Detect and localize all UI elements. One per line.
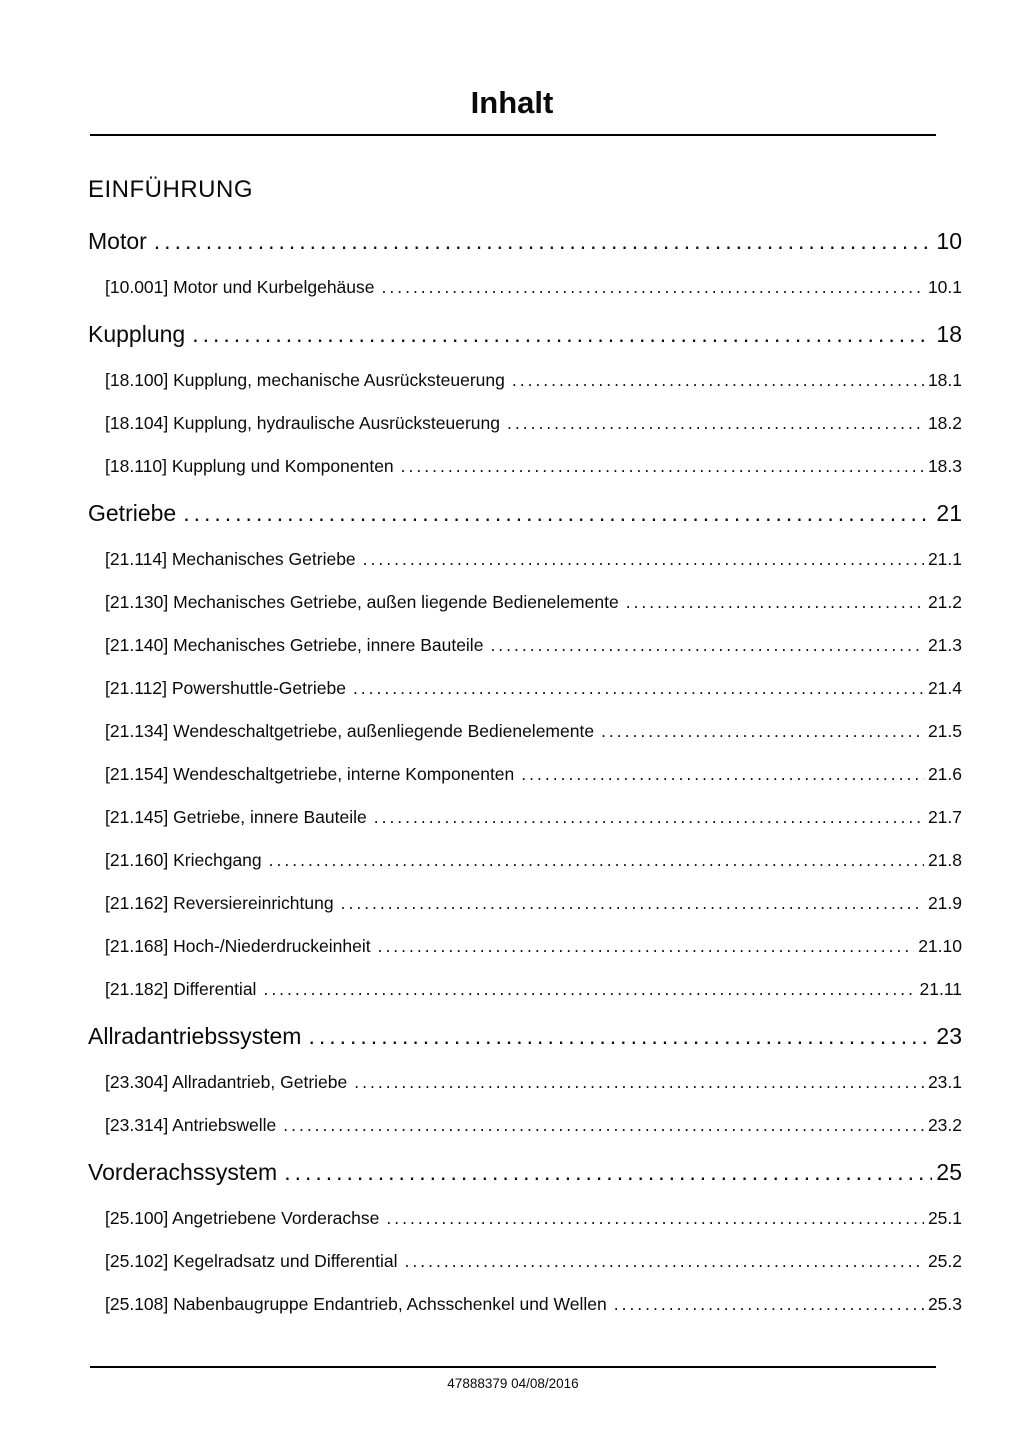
toc-entry-row: [88, 581, 962, 624]
toc-entry-row-page-number: 23.1: [927, 1071, 962, 1092]
dot-leader: [507, 402, 924, 445]
dot-leader: [192, 309, 932, 359]
toc-entry-row-page-number: 21.1: [927, 548, 962, 569]
toc-entry-row: [88, 266, 962, 309]
toc-entry-row-label: [21.134] Wendeschaltgetriebe, außenliegende Bedienelemente: [105, 720, 595, 741]
dot-leader: [405, 1240, 924, 1283]
toc-section-row: [88, 1147, 962, 1197]
toc-entry-row-label: [23.314] Antriebswelle: [105, 1114, 277, 1135]
toc-entry-row: [88, 925, 962, 968]
toc-entry-row-page-number: 23.2: [927, 1114, 962, 1135]
toc-entry-row: [88, 796, 962, 839]
dot-leader: [308, 1011, 932, 1061]
toc-entry-row-page-number: 18.3: [927, 455, 962, 476]
toc-section-row-page-number: 18: [936, 320, 962, 347]
toc-entry-row-label: [10.001] Motor und Kurbelgehäuse: [105, 276, 375, 297]
footer-divider: [90, 1366, 936, 1368]
toc-section-row-page-number: 21: [936, 499, 962, 526]
toc-entry-row: [88, 710, 962, 753]
dot-leader: [154, 216, 933, 266]
toc-entry-row: [88, 882, 962, 925]
title-divider: [90, 134, 936, 136]
toc-entry-row-page-number: 21.3: [927, 634, 962, 655]
toc-entry-row: [88, 445, 962, 488]
intro-heading: EINFÜHRUNG: [88, 176, 253, 204]
toc-entry-row-page-number: 25.3: [927, 1293, 962, 1314]
toc-entry-row: [88, 839, 962, 882]
toc-entry-row-page-number: 21.6: [927, 763, 962, 784]
dot-leader: [626, 581, 924, 624]
toc-entry-row: [88, 402, 962, 445]
toc-entry-row-label: [25.108] Nabenbaugruppe Endantrieb, Achsschenkel und Wellen: [105, 1293, 607, 1314]
toc-section-row-page-number: 10: [936, 227, 962, 254]
toc-entry-row: [88, 753, 962, 796]
toc-entry-row: [88, 1240, 962, 1283]
toc-entry-row-page-number: 21.7: [927, 806, 962, 827]
toc-entry-row-label: [21.114] Mechanisches Getriebe: [105, 548, 356, 569]
toc-entry-row: [88, 359, 962, 402]
toc-section-row-page-number: 23: [936, 1022, 962, 1049]
toc-entry-row-label: [21.145] Getriebe, innere Bauteile: [105, 806, 367, 827]
toc-entry-row-label: [25.100] Angetriebene Vorderachse: [105, 1207, 380, 1228]
toc-section-row: [88, 309, 962, 359]
page-title: Inhalt: [470, 85, 554, 120]
toc-entry-row: [88, 1104, 962, 1147]
dot-leader: [521, 753, 924, 796]
dot-leader: [386, 1197, 924, 1240]
toc-entry-row-page-number: 18.2: [927, 412, 962, 433]
dot-leader: [512, 359, 924, 402]
toc-entry-row-page-number: 21.4: [927, 677, 962, 698]
dot-leader: [354, 1061, 924, 1104]
dot-leader: [363, 538, 924, 581]
toc-entry-row-page-number: 21.5: [927, 720, 962, 741]
toc-section-row-label: Vorderachssystem: [88, 1158, 278, 1185]
toc-list: [88, 216, 962, 1326]
toc-entry-row-label: [21.154] Wendeschaltgetriebe, interne Komponenten: [105, 763, 515, 784]
toc-section-row-label: Kupplung: [88, 320, 186, 347]
dot-leader: [614, 1283, 924, 1326]
toc-entry-row-page-number: 21.9: [927, 892, 962, 913]
toc-entry-row: [88, 1197, 962, 1240]
footer-text: 47888379 04/08/2016: [447, 1376, 579, 1391]
dot-leader: [374, 796, 924, 839]
toc-entry-row-page-number: 21.10: [918, 935, 962, 956]
toc-entry-row: [88, 1283, 962, 1326]
toc-entry-row: [88, 624, 962, 667]
dot-leader: [353, 667, 924, 710]
toc-entry-row-label: [18.110] Kupplung und Komponenten: [105, 455, 394, 476]
toc-entry-row: [88, 538, 962, 581]
toc-entry-row-label: [21.112] Powershuttle-Getriebe: [105, 677, 346, 698]
toc-entry-row-page-number: 18.1: [927, 369, 962, 390]
dot-leader: [382, 266, 924, 309]
toc-section-row-label: Motor: [88, 227, 147, 254]
toc-entry-row-page-number: 10.1: [927, 276, 962, 297]
dot-leader: [269, 839, 924, 882]
toc-entry-row-label: [23.304] Allradantrieb, Getriebe: [105, 1071, 348, 1092]
toc-entry-row-label: [18.100] Kupplung, mechanische Ausrücksteuerung: [105, 369, 505, 390]
toc-entry-row-page-number: 21.2: [927, 591, 962, 612]
dot-leader: [378, 925, 915, 968]
toc-entry-row-label: [21.130] Mechanisches Getriebe, außen liegende Bedienelemente: [105, 591, 619, 612]
toc-section-row-label: Allradantriebssystem: [88, 1022, 302, 1049]
toc-section-row: [88, 1011, 962, 1061]
dot-leader: [401, 445, 924, 488]
dot-leader: [263, 968, 915, 1011]
toc-entry-row-label: [21.162] Reversiereinrichtung: [105, 892, 334, 913]
toc-section-row-label: Getriebe: [88, 499, 177, 526]
toc-entry-row-label: [21.160] Kriechgang: [105, 849, 262, 870]
toc-section-row-page-number: 25: [936, 1158, 962, 1185]
toc-section-row: [88, 216, 962, 266]
toc-entry-row-label: [25.102] Kegelradsatz und Differential: [105, 1250, 398, 1271]
toc-entry-row-label: [21.140] Mechanisches Getriebe, innere Bauteile: [105, 634, 484, 655]
dot-leader: [183, 488, 932, 538]
dot-leader: [283, 1104, 924, 1147]
dot-leader: [601, 710, 924, 753]
dot-leader: [490, 624, 924, 667]
toc-entry-row-page-number: 25.2: [927, 1250, 962, 1271]
toc-entry-row: [88, 1061, 962, 1104]
toc-entry-row: [88, 667, 962, 710]
toc-entry-row-label: [21.168] Hoch-/Niederdruckeinheit: [105, 935, 371, 956]
toc-section-row: [88, 488, 962, 538]
dot-leader: [284, 1147, 932, 1197]
toc-entry-row: [88, 968, 962, 1011]
toc-entry-row-page-number: 25.1: [927, 1207, 962, 1228]
toc-entry-row-page-number: 21.8: [927, 849, 962, 870]
toc-entry-row-page-number: 21.11: [919, 978, 962, 999]
dot-leader: [341, 882, 924, 925]
toc-entry-row-label: [21.182] Differential: [105, 978, 257, 999]
toc-entry-row-label: [18.104] Kupplung, hydraulische Ausrücksteuerung: [105, 412, 500, 433]
